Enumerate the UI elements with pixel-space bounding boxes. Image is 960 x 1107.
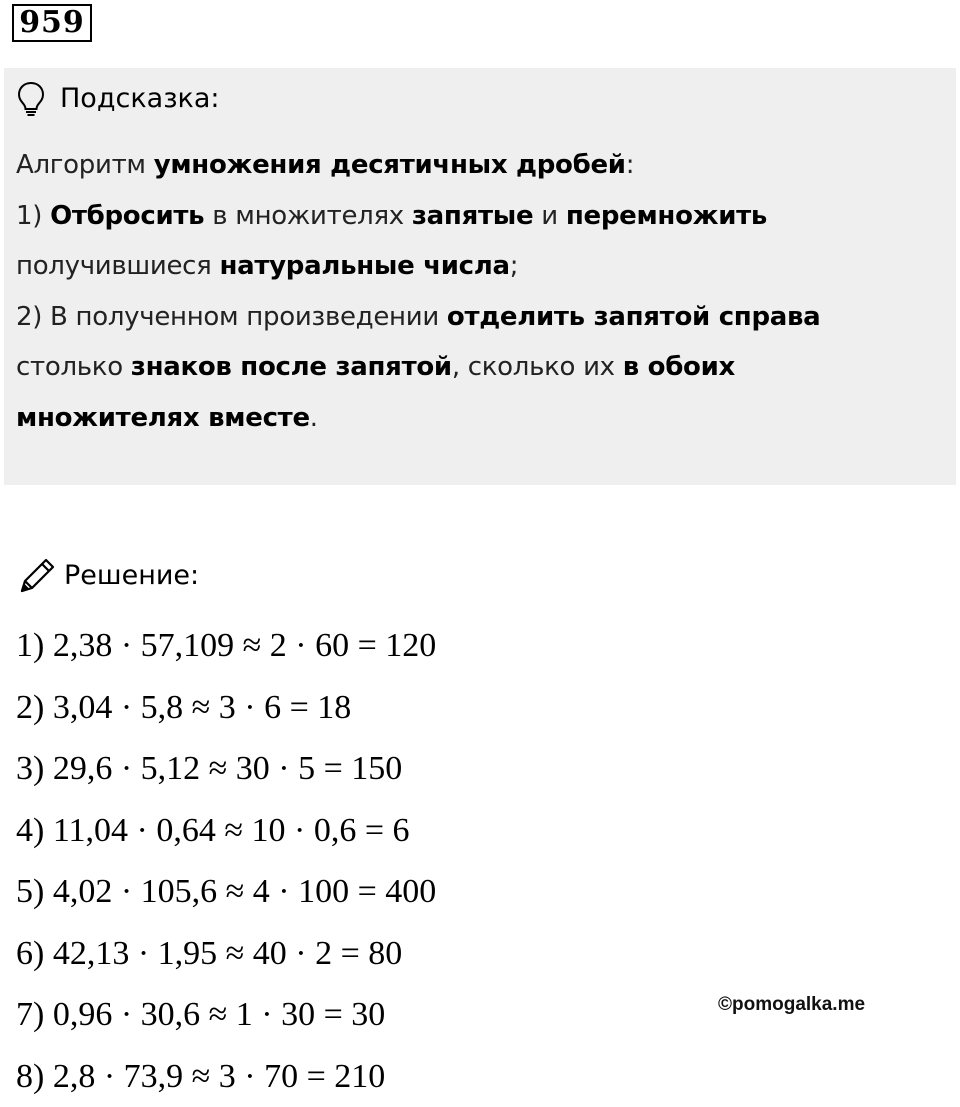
solution-item: 3) 29,6 · 5,12 ≈ 30 · 5 = 150 (16, 738, 436, 800)
hint-key-term: натуральные числа (219, 251, 509, 281)
solution-list (16, 615, 436, 1107)
solution-item: 1) 2,38 · 57,109 ≈ 2 · 60 = 120 (16, 615, 436, 677)
solution-item: 8) 2,8 · 73,9 ≈ 3 · 70 = 210 (16, 1046, 436, 1107)
hint-text-segment: Алгоритм (16, 150, 154, 180)
solution-item: 4) 11,04 · 0,64 ≈ 10 · 0,6 = 6 (16, 800, 436, 862)
hint-line (16, 292, 946, 343)
hint-text (16, 140, 946, 443)
solution-item: 6) 42,13 · 1,95 ≈ 40 · 2 = 80 (16, 923, 436, 985)
hint-line (16, 342, 946, 393)
hint-text-segment: и (533, 201, 566, 231)
hint-text-segment: . (310, 403, 318, 433)
solution-item: 5) 4,02 · 105,6 ≈ 4 · 100 = 400 (16, 861, 436, 923)
hint-key-term: знаков после запятой (131, 352, 452, 382)
solution-item: 7) 0,96 · 30,6 ≈ 1 · 30 = 30 (16, 984, 436, 1046)
hint-key-term: умножения десятичных дробей (154, 150, 626, 180)
pencil-icon (16, 555, 58, 597)
hint-text-segment: столько (16, 352, 131, 382)
solution-title: Решение: (64, 555, 199, 597)
hint-title: Подсказка: (60, 79, 220, 119)
hint-key-term: множителях вместе (16, 403, 310, 433)
hint-key-term: отделить запятой справа (447, 302, 821, 332)
hint-text-segment: 2) В полученном произведении (16, 302, 447, 332)
hint-key-term: запятые (412, 201, 533, 231)
hint-text-segment: : (626, 150, 634, 180)
hint-key-term: в обоих (623, 352, 735, 382)
hint-line (16, 191, 946, 242)
hint-line (16, 393, 946, 444)
hint-text-segment: 1) (16, 201, 50, 231)
watermark: ©pomogalka.me (718, 992, 865, 1018)
solution-item: 2) 3,04 · 5,8 ≈ 3 · 6 = 18 (16, 677, 436, 739)
hint-key-term: перемножить (566, 201, 767, 231)
hint-text-segment: ; (510, 251, 518, 281)
hint-line (16, 241, 946, 292)
hint-text-segment: получившиеся (16, 251, 219, 281)
hint-line (16, 140, 946, 191)
lightbulb-icon (16, 81, 46, 117)
hint-text-segment: , сколько их (452, 352, 623, 382)
hint-header (16, 79, 220, 119)
hint-key-term: Отбросить (50, 201, 204, 231)
task-number: 959 (12, 4, 92, 42)
hint-text-segment: в множителях (204, 201, 412, 231)
solution-header (16, 555, 199, 597)
